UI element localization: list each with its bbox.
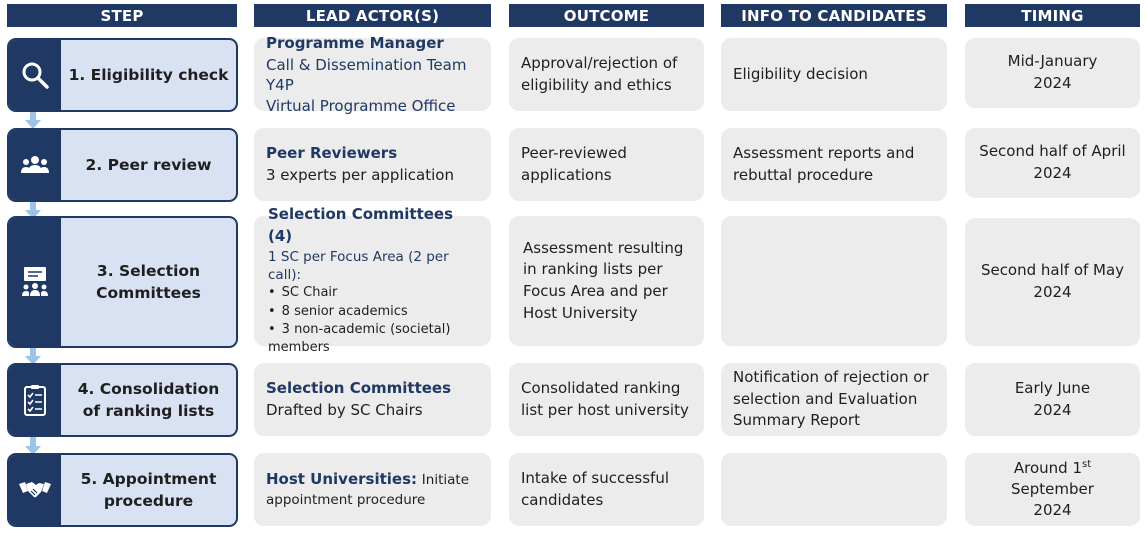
outcome-cell xyxy=(509,216,704,346)
info-cell xyxy=(721,216,947,346)
timing-text: 2024 xyxy=(1033,501,1072,519)
actor-line: appointment procedure xyxy=(266,491,426,508)
actor-title: Selection Committees xyxy=(266,378,452,397)
outcome-cell xyxy=(509,453,704,526)
actor-inline: Initiate xyxy=(421,471,470,488)
timing-cell xyxy=(965,363,1140,436)
step-label: 1. Eligibility check xyxy=(68,65,229,84)
step-label: 3. Selection Committees xyxy=(96,261,201,302)
outcome-cell xyxy=(509,363,704,436)
outcome-text: Intake of successful candidates xyxy=(521,468,670,509)
actor-line: Call & Dissemination Team Y4P xyxy=(266,56,467,95)
outcome-cell xyxy=(509,128,704,201)
search-icon xyxy=(9,40,61,110)
step-label: 4. Consolidation of ranking lists xyxy=(77,379,220,420)
timing-cell xyxy=(965,38,1140,108)
outcome-text: Approval/rejection of eligibility and ethics xyxy=(521,53,678,94)
step-eligibility-check xyxy=(7,38,238,112)
timing-cell xyxy=(965,453,1140,526)
step-peer-review xyxy=(7,128,238,202)
outcome-cell xyxy=(509,38,704,111)
info-cell xyxy=(721,453,947,526)
actor-bullet-list xyxy=(268,284,479,358)
timing-line xyxy=(1014,458,1091,479)
step-selection-committees xyxy=(7,216,238,348)
actor-title: Peer Reviewers xyxy=(266,143,398,162)
timing-cell xyxy=(965,128,1140,198)
timing-text: Second half of May 2024 xyxy=(980,261,1125,301)
info-text: Assessment reports and rebuttal procedure xyxy=(733,143,915,184)
step-consolidation xyxy=(7,363,238,437)
actor-title: Host Universities: xyxy=(266,469,418,488)
header-outcome: OUTCOME xyxy=(509,4,704,27)
checklist-icon xyxy=(9,365,61,435)
list-item: • SC Chair xyxy=(268,284,479,302)
header-timing: TIMING xyxy=(965,4,1140,27)
lead-actor-cell xyxy=(254,453,491,526)
timing-text: Second half of April 2024 xyxy=(979,142,1126,182)
actor-line: Virtual Programme Office xyxy=(266,96,456,115)
lead-actor-cell xyxy=(254,128,491,201)
step-label: 2. Peer review xyxy=(85,155,212,174)
timing-text: September xyxy=(1011,480,1094,498)
lead-actor-cell xyxy=(254,205,491,356)
step-label: 5. Appointment procedure xyxy=(80,469,217,510)
down-arrow-icon xyxy=(24,111,42,129)
list-item: • 3 non-academic (societal) members xyxy=(268,321,458,358)
actor-title: Programme Manager xyxy=(266,34,444,53)
timing-text: Early June 2024 xyxy=(1014,378,1091,419)
lead-actor-cell xyxy=(254,363,491,436)
actor-title: Selection Committees (4) xyxy=(268,205,454,245)
info-cell xyxy=(721,128,947,201)
list-item: • 8 senior academics xyxy=(268,303,479,321)
actor-line: Drafted by SC Chairs xyxy=(266,400,423,419)
outcome-text: Assessment resulting in ranking lists per Focus Area and per Host University xyxy=(523,238,684,322)
actor-line: 3 experts per application xyxy=(266,165,454,184)
info-cell xyxy=(721,363,947,436)
header-lead-actors: LEAD ACTOR(S) xyxy=(254,4,491,27)
actor-sub: 1 SC per Focus Area (2 per call): xyxy=(268,248,449,283)
timing-text: Around 1 xyxy=(1013,459,1082,477)
group-icon xyxy=(9,130,61,200)
timing-superscript: st xyxy=(1081,459,1092,470)
info-text: Notification of rejection or selection and Evaluation Summary Report xyxy=(733,367,929,430)
info-text: Eligibility decision xyxy=(733,64,868,83)
handshake-icon xyxy=(9,455,61,525)
header-info-to-candidates: INFO TO CANDIDATES xyxy=(721,4,947,27)
info-cell xyxy=(721,38,947,111)
outcome-text: Consolidated ranking list per host university xyxy=(521,378,689,419)
header-step: STEP xyxy=(7,4,237,27)
step-appointment-procedure xyxy=(7,453,238,527)
lead-actor-cell xyxy=(254,34,491,115)
timing-cell xyxy=(965,218,1140,346)
presentation-icon xyxy=(9,218,61,346)
timing-text: Mid-January 2024 xyxy=(1007,52,1098,92)
outcome-text: Peer-reviewed applications xyxy=(521,143,627,184)
